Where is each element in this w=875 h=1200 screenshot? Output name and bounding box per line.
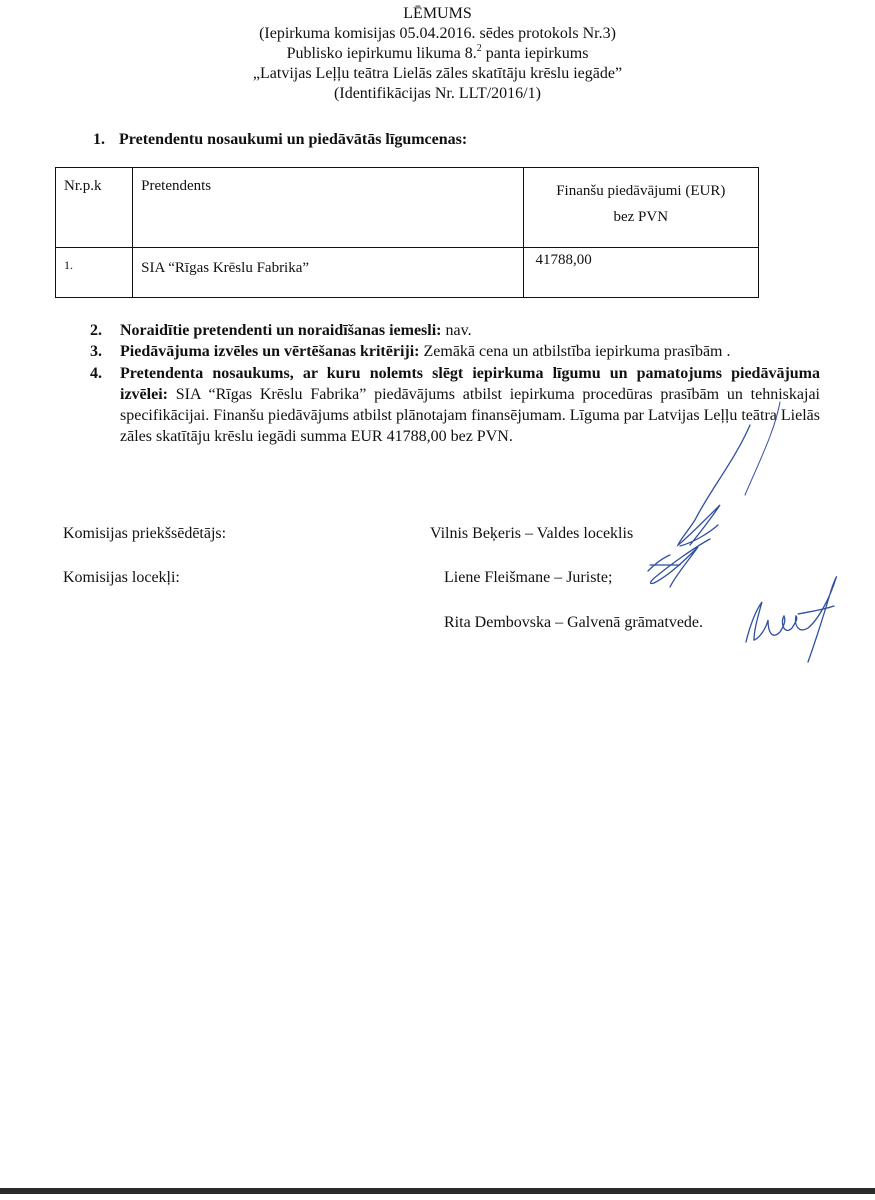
law-reference-suffix: panta iepirkums <box>481 45 589 62</box>
document-title: LĒMUMS <box>403 5 472 22</box>
row-number: 1. <box>56 248 133 298</box>
item-label: Piedāvājuma izvēles un vērtēšanas kritēriji: <box>120 343 420 360</box>
table-header-row <box>56 168 759 248</box>
table-row <box>56 248 759 298</box>
list-item <box>90 320 820 341</box>
section-1-heading <box>93 131 467 149</box>
list-item <box>90 341 820 362</box>
header-financial-offer <box>523 168 758 248</box>
member-2-signature <box>738 570 848 665</box>
section-1-title: Pretendentu nosaukumi un piedāvātās līgumcenas: <box>119 131 468 148</box>
law-reference <box>0 44 875 64</box>
member-2-name: Rita Dembovska – Galvenā grāmatvede. <box>444 614 704 631</box>
item-label: Noraidītie pretendenti un noraidīšanas iemesli: <box>120 322 442 339</box>
header-number: Nr.p.k <box>56 168 133 248</box>
row-bidder: SIA “Rīgas Krēslu Fabrika” <box>133 248 523 298</box>
scan-edge-line <box>0 1188 875 1194</box>
protocol-reference: (Iepirkuma komisijas 05.04.2016. sēdes protokols Nr.3) <box>259 25 616 42</box>
item-number: 3. <box>90 343 102 360</box>
item-text: SIA “Rīgas Krēslu Fabrika” piedāvājums atbilst iepirkuma procedūras prasībām un tehniskajai specifikācijai. Finanšu piedāvājums atbilst plānotajam finansējumam. Līguma par Latvijas Leļļu teātra Lielās zāles skatītāju krēslu iegādi summa EUR 41788,00 bez PVN. <box>120 386 820 445</box>
procurement-name: „Latvijas Leļļu teātra Lielās zāles skatītāju krēslu iegāde” <box>252 65 623 82</box>
header-financial-offer-line1: Finanšu piedāvājumi (EUR) <box>556 183 726 199</box>
item-text: Zemākā cena un atbilstība iepirkuma prasībām . <box>419 343 731 360</box>
member-1-signature <box>640 535 720 595</box>
law-reference-superscript: 2 <box>476 42 482 54</box>
item-label: Pretendenta nosaukums, ar kuru nolemts slēgt iepirkuma līgumu un pamatojums piedāvājuma izvēlei: <box>120 365 820 403</box>
item-number: 2. <box>90 322 102 339</box>
identification-number: (Identifikācijas Nr. LLT/2016/1) <box>334 85 541 102</box>
header-bidder: Pretendents <box>133 168 523 248</box>
members-label: Komisijas locekļi: <box>63 569 180 586</box>
document-header <box>0 4 875 104</box>
item-number: 4. <box>90 365 102 382</box>
law-reference-text: Publisko iepirkumu likuma 8. <box>286 45 477 62</box>
bids-table <box>55 167 759 298</box>
signature-trail <box>740 400 790 500</box>
chair-name: Vilnis Beķeris – Valdes loceklis <box>430 525 634 542</box>
chair-label: Komisijas priekšsēdētājs: <box>63 525 227 542</box>
row-price: 41788,00 <box>523 248 758 298</box>
section-1-number: 1. <box>93 131 105 148</box>
item-text: nav. <box>441 322 472 339</box>
member-1-name: Liene Fleišmane – Juriste; <box>444 569 613 586</box>
header-financial-offer-line2: bez PVN <box>613 209 669 225</box>
